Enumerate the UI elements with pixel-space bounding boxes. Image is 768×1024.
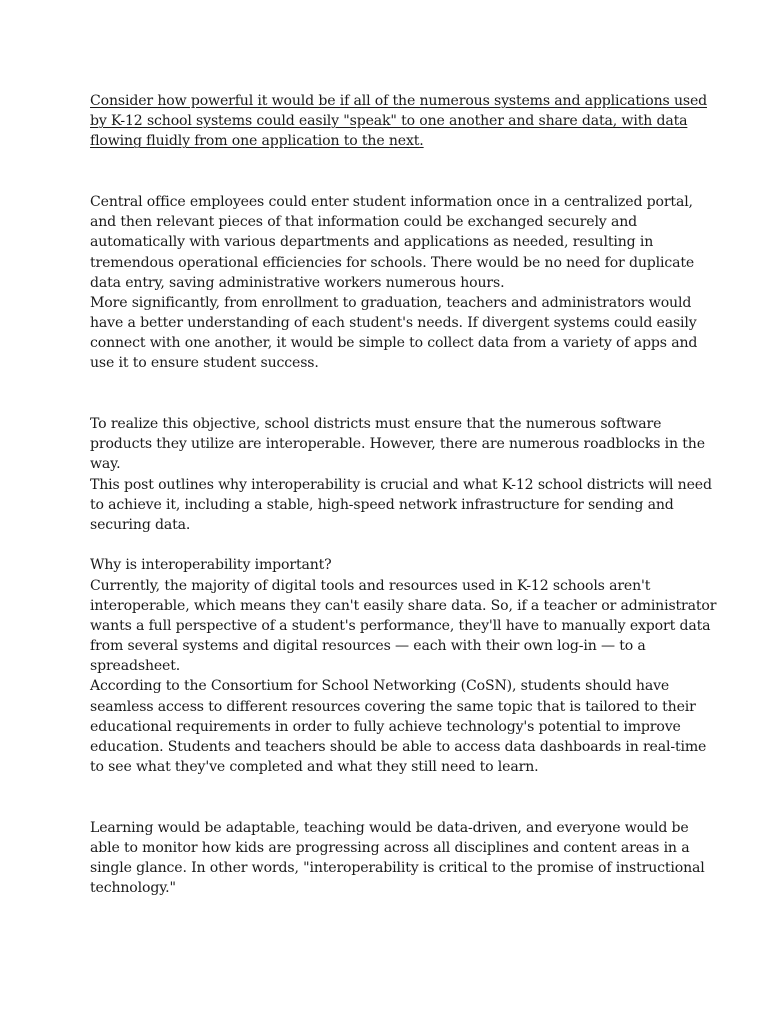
paragraph-central-office xyxy=(90,192,698,374)
text-line: Currently, the majority of digital tools and resources used in K-12 schools aren't xyxy=(90,577,651,594)
text-line: to see what they've completed and what they still need to learn. xyxy=(90,759,539,776)
text-line: educational requirements in order to fully achieve technology's potential to improve xyxy=(90,718,681,735)
text-line: connect with one another, it would be simple to collect data from a variety of apps and xyxy=(90,335,698,352)
text-line: This post outlines why interoperability is crucial and what K-12 school districts will need xyxy=(90,476,712,493)
intro-line: Consider how powerful it would be if all of the numerous systems and applications used xyxy=(90,93,708,109)
intro-line: flowing fluidly from one application to the next. xyxy=(90,133,424,150)
text-line: wants a full perspective of a student's performance, they'll have to manually export data xyxy=(90,617,711,634)
text-line: data entry, saving administrative workers numerous hours. xyxy=(90,274,505,291)
text-line: education. Students and teachers should be able to access data dashboards in real-time xyxy=(90,739,707,756)
text-line: to achieve it, including a stable, high-speed network infrastructure for sending and xyxy=(90,496,674,513)
text-line: Central office employees could enter student information once in a centralized portal, xyxy=(90,193,693,210)
paragraph-learning xyxy=(90,818,705,899)
text-line: have a better understanding of each student's needs. If divergent systems could easily xyxy=(90,315,697,332)
text-line: Learning would be adaptable, teaching would be data-driven, and everyone would be xyxy=(90,819,689,836)
section-heading: Why is interoperability important? xyxy=(90,557,332,574)
text-line: seamless access to different resources covering the same topic that is tailored to their xyxy=(90,698,696,715)
intro-line: by K-12 school systems could easily "speak" to one another and share data, with data xyxy=(90,113,688,130)
text-line: interoperable, which means they can't easily share data. So, if a teacher or administrator xyxy=(90,597,717,614)
text-line: and then relevant pieces of that information could be exchanged securely and xyxy=(90,214,638,231)
text-line: use it to ensure student success. xyxy=(90,355,319,372)
text-line: technology." xyxy=(90,880,176,897)
text-line: spreadsheet. xyxy=(90,658,181,675)
text-line: securing data. xyxy=(90,516,191,533)
text-line: able to monitor how kids are progressing across all disciplines and content areas in a xyxy=(90,839,690,856)
text-line: automatically with various departments and applications as needed, resulting in xyxy=(90,234,654,251)
text-line: from several systems and digital resources — each with their own log-in — to a xyxy=(90,638,646,655)
paragraph-why-interoperability xyxy=(90,555,717,777)
text-line: tremendous operational efficiencies for schools. There would be no need for duplicate xyxy=(90,254,695,271)
document-body xyxy=(90,91,717,899)
text-line: products they utilize are interoperable. However, there are numerous roadblocks in the xyxy=(90,436,705,453)
text-line: way. xyxy=(90,456,121,473)
text-line: According to the Consortium for School Networking (CoSN), students should have xyxy=(90,678,670,695)
text-line: To realize this objective, school districts must ensure that the numerous software xyxy=(90,416,662,433)
paragraph-objective xyxy=(90,414,712,535)
intro-paragraph xyxy=(90,91,708,152)
text-line: More significantly, from enrollment to graduation, teachers and administrators would xyxy=(90,294,692,311)
text-line: single glance. In other words, "interoperability is critical to the promise of instructional xyxy=(90,860,705,877)
